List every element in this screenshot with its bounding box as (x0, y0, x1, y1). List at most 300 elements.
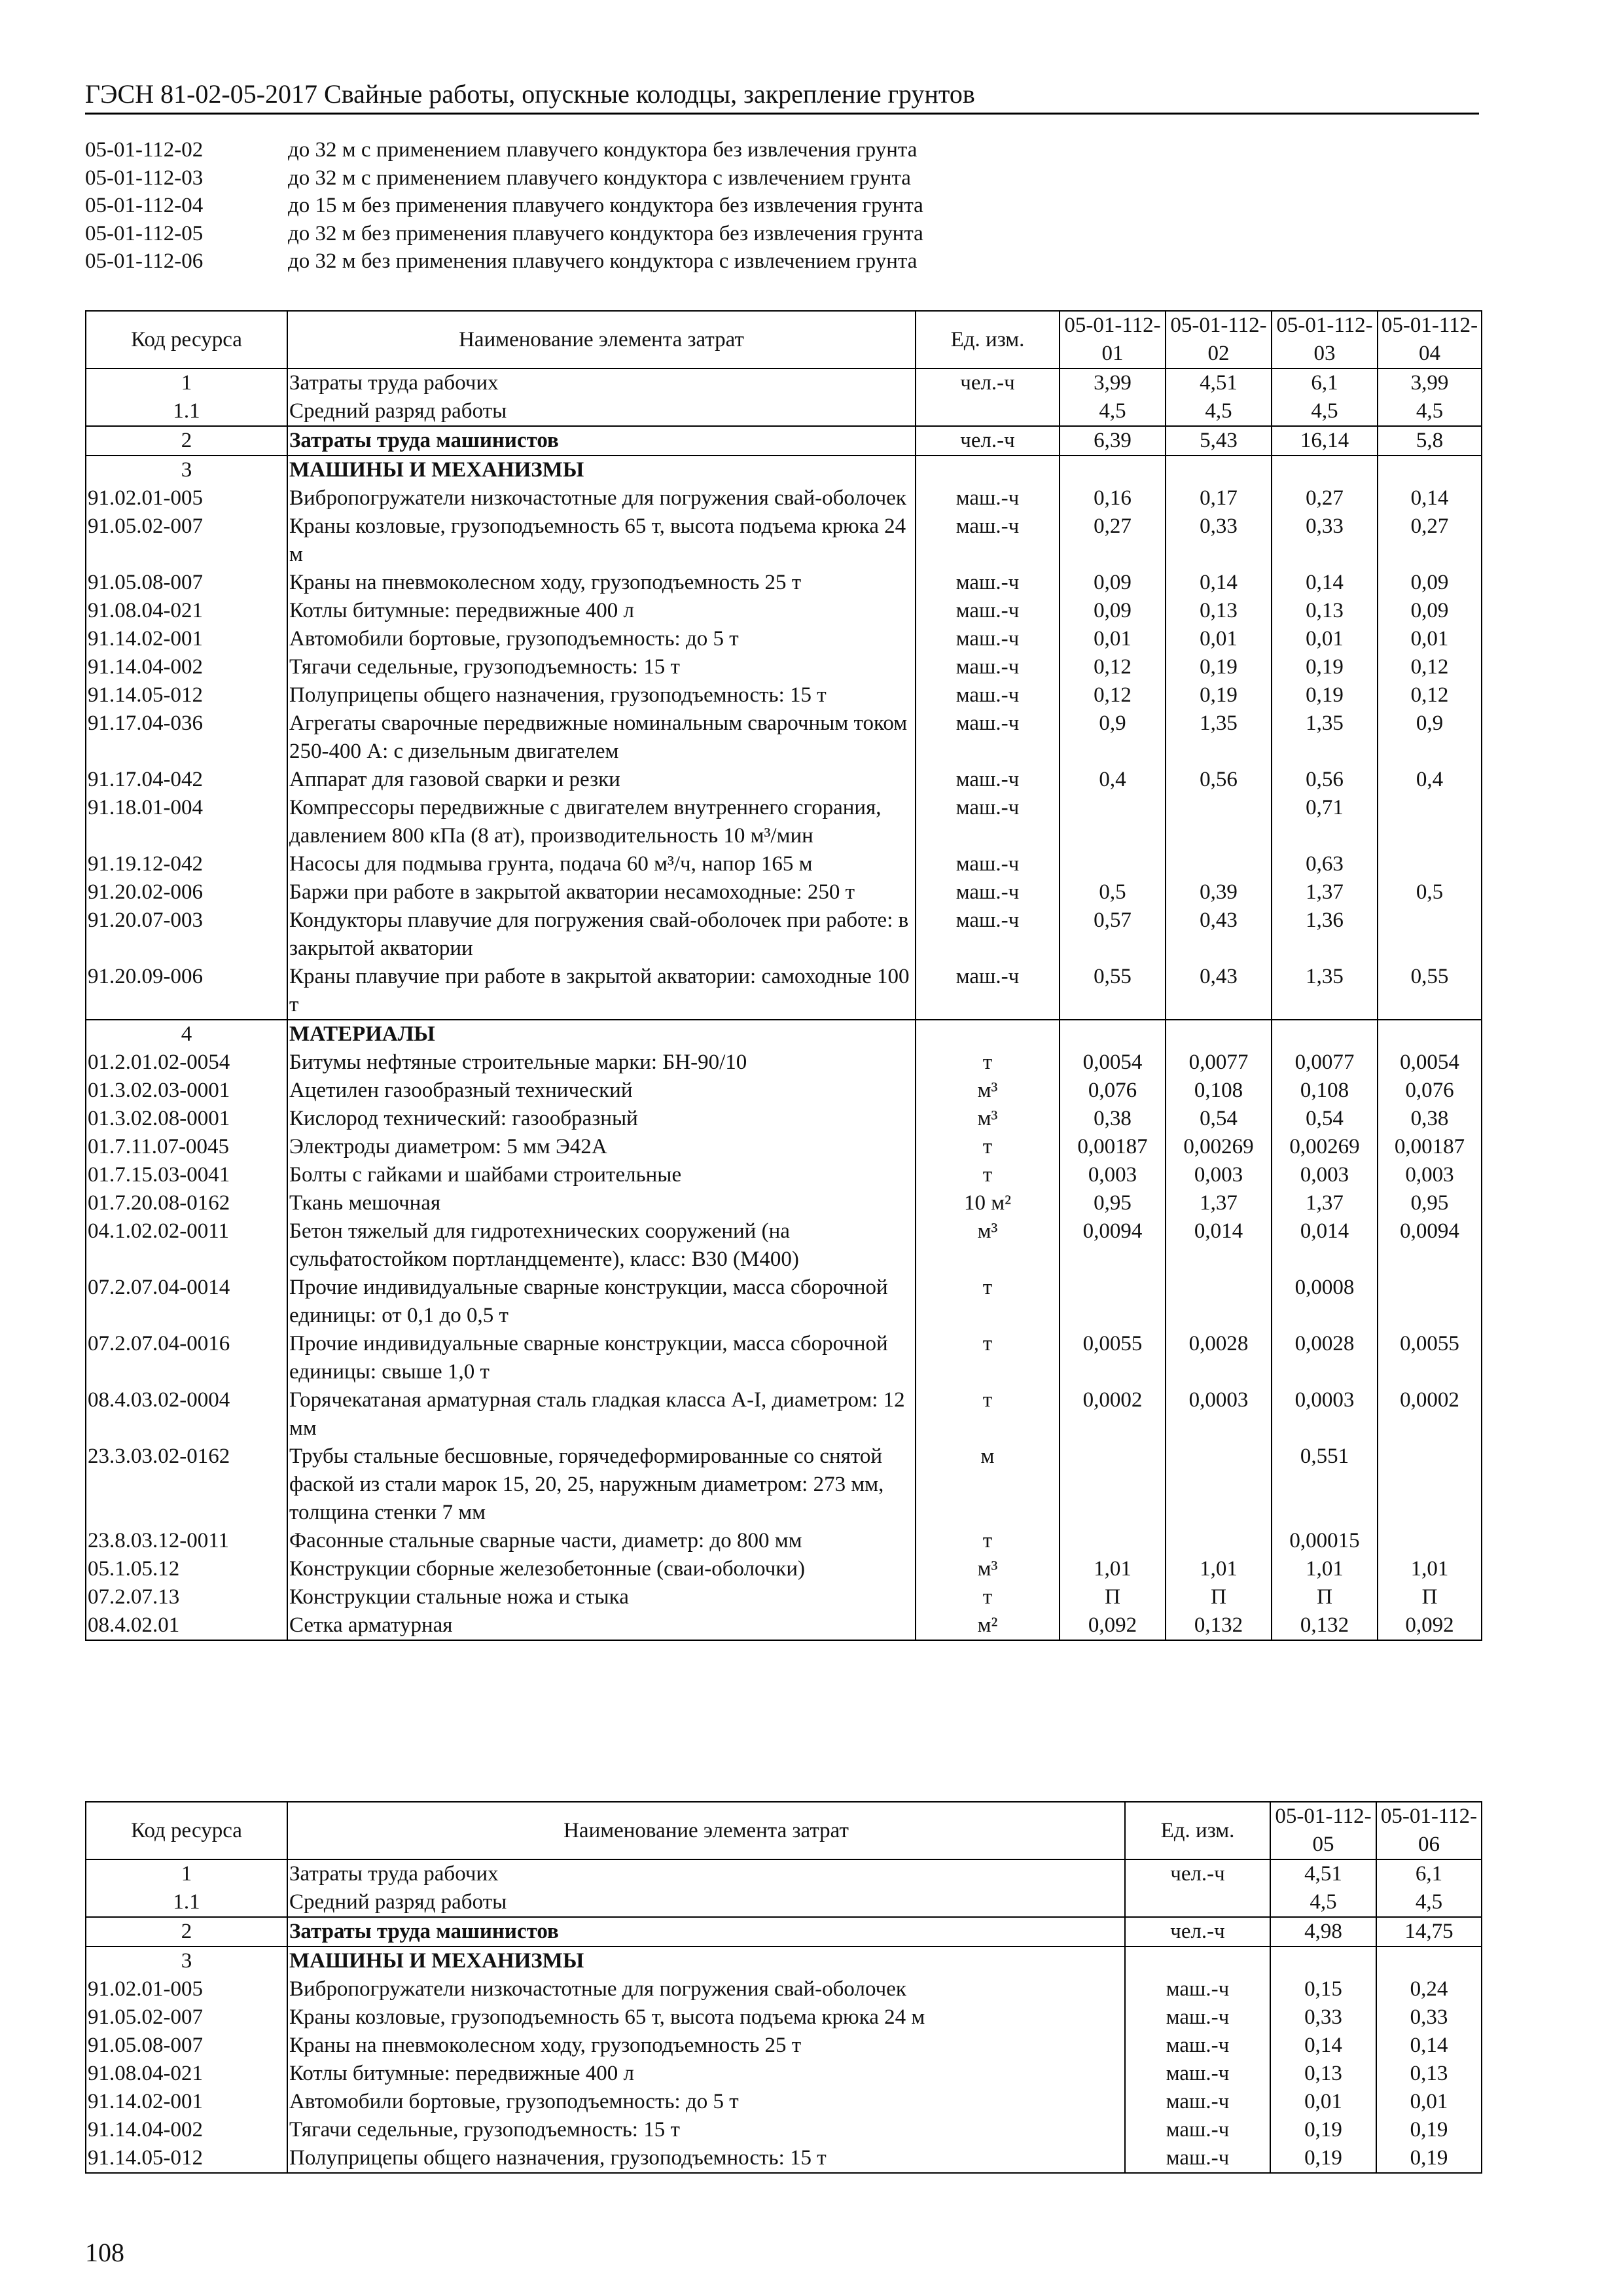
cell-value: 0,132 (1166, 1611, 1272, 1640)
cell-name: Горячекатаная арматурная сталь гладкая класса А-I, диаметром: 12 мм (287, 1386, 916, 1443)
cell-code: 91.14.05-012 (86, 2144, 287, 2173)
cell-value: 0,12 (1378, 653, 1482, 681)
cell-value: 0,5 (1378, 878, 1482, 906)
cell-value: 4,5 (1376, 1888, 1482, 1917)
cell-value: 0,0077 (1272, 1049, 1378, 1077)
cell-value: 0,0094 (1378, 1217, 1482, 1274)
cell-name: Затраты труда рабочих (287, 1859, 1125, 1888)
cell-name: Кислород технический: газообразный (287, 1105, 916, 1133)
cell-code: 1 (86, 1859, 287, 1888)
cell-value: 0,43 (1166, 906, 1272, 963)
header-col-112-02: 05-01-112-02 (1166, 311, 1272, 368)
cell-code: 1.1 (86, 397, 287, 426)
cell-value (1166, 794, 1272, 850)
cell-unit: м (916, 1443, 1060, 1527)
cell-value: 0,0003 (1166, 1386, 1272, 1443)
cell-value: 0,19 (1166, 653, 1272, 681)
cell-code: 1.1 (86, 1888, 287, 1917)
cell-code: 91.05.08-007 (86, 2032, 287, 2060)
cell-code: 91.02.01-005 (86, 484, 287, 512)
cell-code: 01.7.20.08-0162 (86, 1189, 287, 1217)
cell-value (1272, 1020, 1378, 1049)
cell-name: Полуприцепы общего назначения, грузоподъемность: 15 т (287, 2144, 1125, 2173)
cell-value: 6,1 (1376, 1859, 1482, 1888)
header-col-112-06: 05-01-112-06 (1376, 1802, 1482, 1859)
cell-value: 1,37 (1272, 878, 1378, 906)
cell-value: 0,38 (1378, 1105, 1482, 1133)
cell-value: 0,19 (1166, 681, 1272, 709)
table-row (86, 625, 1482, 653)
cell-unit: т (916, 1133, 1060, 1161)
cell-value: 0,19 (1376, 2116, 1482, 2144)
cell-value: 0,27 (1060, 512, 1166, 569)
cell-unit: маш.-ч (916, 906, 1060, 963)
cell-name: Аппарат для газовой сварки и резки (287, 766, 916, 794)
header-resource-code: Код ресурса (86, 1802, 287, 1859)
cell-value (1166, 850, 1272, 878)
code-list-item (85, 136, 1525, 164)
table-row (86, 1161, 1482, 1189)
cell-value: 0,95 (1378, 1189, 1482, 1217)
cell-name: Средний разряд работы (287, 397, 916, 426)
code-list-description: до 15 м без применения плавучего кондуктора без извлечения грунта (288, 194, 923, 217)
cell-name: Краны козловые, грузоподъемность 65 т, высота подъема крюка 24 м (287, 512, 916, 569)
cell-unit: маш.-ч (1125, 2116, 1270, 2144)
cell-name: Конструкции стальные ножа и стыка (287, 1583, 916, 1611)
table-row (86, 1189, 1482, 1217)
cell-value: 1,35 (1272, 963, 1378, 1020)
table-header-row (86, 311, 1482, 368)
table-row (86, 1555, 1482, 1583)
cell-value (1378, 1443, 1482, 1527)
cell-value: 1,37 (1272, 1189, 1378, 1217)
cell-value: 0,01 (1166, 625, 1272, 653)
cell-value: 0,38 (1060, 1105, 1166, 1133)
code-list-description: до 32 м без применения плавучего кондуктора с извлечением грунта (288, 249, 918, 273)
cell-value: 1,37 (1166, 1189, 1272, 1217)
table-row (86, 2032, 1482, 2060)
cell-unit (1125, 1946, 1270, 1975)
cell-value: П (1378, 1583, 1482, 1611)
cell-name: Затраты труда машинистов (287, 1917, 1125, 1946)
cell-value: 0,19 (1270, 2144, 1376, 2173)
cell-code: 91.17.04-042 (86, 766, 287, 794)
cell-unit: маш.-ч (1125, 2060, 1270, 2088)
cell-name: Ацетилен газообразный технический (287, 1077, 916, 1105)
cell-name: Автомобили бортовые, грузоподъемность: до 5 т (287, 2088, 1125, 2116)
cell-name: Тягачи седельные, грузоподъемность: 15 т (287, 653, 916, 681)
cell-code: 1 (86, 368, 287, 397)
cell-value: 0,17 (1166, 484, 1272, 512)
cell-name: Прочие индивидуальные сварные конструкции, масса сборочной единицы: свыше 1,0 т (287, 1330, 916, 1386)
cell-name: Бетон тяжелый для гидротехнических сооружений (на сульфатостойком портландцементе), класс: В30 (М400) (287, 1217, 916, 1274)
table-row (86, 2088, 1482, 2116)
table-row (86, 963, 1482, 1020)
cell-value: 0,09 (1378, 569, 1482, 597)
cell-value: 0,01 (1272, 625, 1378, 653)
cell-code: 91.14.02-001 (86, 625, 287, 653)
cell-value: 0,33 (1270, 2003, 1376, 2032)
cell-value: 0,003 (1272, 1161, 1378, 1189)
cell-value: 0,108 (1272, 1077, 1378, 1105)
cell-value (1378, 1527, 1482, 1555)
cell-name: Вибропогружатели низкочастотные для погружения свай-оболочек (287, 484, 916, 512)
cell-unit: м³ (916, 1077, 1060, 1105)
cell-name: МАШИНЫ И МЕХАНИЗМЫ (287, 456, 916, 484)
cell-code: 91.14.04-002 (86, 2116, 287, 2144)
codes-list (85, 136, 1525, 276)
cell-value: 0,00015 (1272, 1527, 1378, 1555)
cell-value: 0,12 (1378, 681, 1482, 709)
cell-value (1378, 794, 1482, 850)
cell-value: 0,003 (1060, 1161, 1166, 1189)
table-header-row (86, 1802, 1482, 1859)
header-col-112-03: 05-01-112-03 (1272, 311, 1378, 368)
cell-value: 1,35 (1166, 709, 1272, 766)
cell-code: 07.2.07.04-0016 (86, 1330, 287, 1386)
cell-value: 0,0054 (1060, 1049, 1166, 1077)
table-row (86, 397, 1482, 426)
cell-name: Кондукторы плавучие для погружения свай-оболочек при работе: в закрытой акватории (287, 906, 916, 963)
cell-unit: чел.-ч (916, 426, 1060, 456)
cell-value: 3,99 (1060, 368, 1166, 397)
cell-unit: маш.-ч (1125, 2144, 1270, 2173)
cell-value: 0,13 (1272, 597, 1378, 625)
code-list-description: до 32 м с применением плавучего кондуктора с извлечением грунта (288, 166, 911, 190)
header-element-name: Наименование элемента затрат (287, 1802, 1125, 1859)
cell-value (1378, 850, 1482, 878)
cell-name: Котлы битумные: передвижные 400 л (287, 2060, 1125, 2088)
cell-value: 0,00187 (1378, 1133, 1482, 1161)
cell-value: 4,51 (1166, 368, 1272, 397)
cell-unit (916, 1020, 1060, 1049)
cell-value: 0,0094 (1060, 1217, 1166, 1274)
cell-value: 0,00187 (1060, 1133, 1166, 1161)
table-row (86, 1077, 1482, 1105)
resource-table-2 (85, 1801, 1482, 2174)
cell-value: 0,9 (1060, 709, 1166, 766)
cell-unit: маш.-ч (916, 597, 1060, 625)
cell-value: 1,01 (1378, 1555, 1482, 1583)
table-row (86, 1105, 1482, 1133)
cell-name: МАТЕРИАЛЫ (287, 1020, 916, 1049)
cell-value: 0,14 (1270, 2032, 1376, 2060)
cell-name: Ткань мешочная (287, 1189, 916, 1217)
cell-unit: т (916, 1049, 1060, 1077)
header-col-112-04: 05-01-112-04 (1378, 311, 1482, 368)
cell-value (1166, 1020, 1272, 1049)
cell-unit: чел.-ч (1125, 1859, 1270, 1888)
table-row (86, 484, 1482, 512)
cell-name: Фасонные стальные сварные части, диаметр: до 800 мм (287, 1527, 916, 1555)
cell-code: 01.3.02.03-0001 (86, 1077, 287, 1105)
cell-value: 0,0028 (1272, 1330, 1378, 1386)
cell-value: 0,54 (1166, 1105, 1272, 1133)
cell-value: 0,19 (1272, 653, 1378, 681)
cell-value: 0,12 (1060, 681, 1166, 709)
cell-value: 0,01 (1378, 625, 1482, 653)
cell-value: 0,0054 (1378, 1049, 1482, 1077)
cell-value: 0,076 (1060, 1077, 1166, 1105)
cell-value: 0,003 (1378, 1161, 1482, 1189)
code-list-code: 05-01-112-02 (85, 138, 204, 162)
table-row (86, 1583, 1482, 1611)
cell-name: Агрегаты сварочные передвижные номинальным сварочным током 250-400 А: с дизельным двигателем (287, 709, 916, 766)
cell-value: 4,5 (1166, 397, 1272, 426)
cell-name: Затраты труда машинистов (287, 426, 916, 456)
cell-code: 4 (86, 1020, 287, 1049)
code-list-item (85, 220, 1525, 248)
cell-unit: маш.-ч (1125, 2088, 1270, 2116)
table-row (86, 1049, 1482, 1077)
cell-value: 0,0055 (1378, 1330, 1482, 1386)
cell-value (1060, 794, 1166, 850)
cell-name: Прочие индивидуальные сварные конструкции, масса сборочной единицы: от 0,1 до 0,5 т (287, 1274, 916, 1330)
cell-code: 08.4.03.02-0004 (86, 1386, 287, 1443)
cell-name: Битумы нефтяные строительные марки: БН-90/10 (287, 1049, 916, 1077)
cell-value: 0,55 (1378, 963, 1482, 1020)
cell-name: Баржи при работе в закрытой акватории несамоходные: 250 т (287, 878, 916, 906)
cell-code: 91.18.01-004 (86, 794, 287, 850)
cell-unit: маш.-ч (916, 766, 1060, 794)
table-row (86, 1443, 1482, 1527)
cell-value: 0,4 (1060, 766, 1166, 794)
cell-value: 6,39 (1060, 426, 1166, 456)
cell-code: 91.05.08-007 (86, 569, 287, 597)
table-row (86, 709, 1482, 766)
cell-value: 0,14 (1166, 569, 1272, 597)
cell-unit: маш.-ч (916, 878, 1060, 906)
cell-name: Затраты труда рабочих (287, 368, 916, 397)
cell-value: П (1166, 1583, 1272, 1611)
page-number: 108 (85, 2238, 124, 2267)
code-list-code: 05-01-112-03 (85, 166, 204, 190)
cell-code: 01.2.01.02-0054 (86, 1049, 287, 1077)
resource-table-1 (85, 310, 1482, 1641)
cell-value: 0,092 (1060, 1611, 1166, 1640)
cell-value: 0,01 (1376, 2088, 1482, 2116)
cell-unit (1125, 1888, 1270, 1917)
cell-value: 0,5 (1060, 878, 1166, 906)
cell-value: 0,13 (1376, 2060, 1482, 2088)
cell-name: Краны на пневмоколесном ходу, грузоподъемность 25 т (287, 569, 916, 597)
header-unit: Ед. изм. (916, 311, 1060, 368)
cell-value (1272, 456, 1378, 484)
cell-name: Средний разряд работы (287, 1888, 1125, 1917)
table-row (86, 794, 1482, 850)
cell-value: 0,551 (1272, 1443, 1378, 1527)
cell-unit: маш.-ч (916, 794, 1060, 850)
cell-value: 4,5 (1378, 397, 1482, 426)
table-row (86, 1217, 1482, 1274)
cell-value: 0,076 (1378, 1077, 1482, 1105)
cell-value (1376, 1946, 1482, 1975)
table-row (86, 368, 1482, 397)
cell-value: 0,27 (1378, 512, 1482, 569)
cell-code: 01.7.11.07-0045 (86, 1133, 287, 1161)
cell-code: 91.14.02-001 (86, 2088, 287, 2116)
cell-unit: т (916, 1330, 1060, 1386)
cell-unit (916, 397, 1060, 426)
table-row (86, 512, 1482, 569)
cell-unit: маш.-ч (1125, 2032, 1270, 2060)
header-element-name: Наименование элемента затрат (287, 311, 916, 368)
cell-name: Электроды диаметром: 5 мм Э42А (287, 1133, 916, 1161)
cell-unit: маш.-ч (916, 625, 1060, 653)
cell-name: Краны плавучие при работе в закрытой акватории: самоходные 100 т (287, 963, 916, 1020)
table-row (86, 906, 1482, 963)
cell-code: 91.08.04-021 (86, 2060, 287, 2088)
code-list-code: 05-01-112-06 (85, 249, 204, 273)
cell-unit: м³ (916, 1105, 1060, 1133)
cell-unit: маш.-ч (916, 709, 1060, 766)
cell-value (1166, 1527, 1272, 1555)
table-row (86, 1386, 1482, 1443)
cell-value: 0,54 (1272, 1105, 1378, 1133)
cell-code: 91.20.07-003 (86, 906, 287, 963)
cell-code: 91.08.04-021 (86, 597, 287, 625)
cell-value: 5,43 (1166, 426, 1272, 456)
cell-name: Краны на пневмоколесном ходу, грузоподъемность 25 т (287, 2032, 1125, 2060)
cell-value: 0,0028 (1166, 1330, 1272, 1386)
table-row (86, 597, 1482, 625)
cell-value: 4,51 (1270, 1859, 1376, 1888)
code-list-code: 05-01-112-05 (85, 221, 204, 245)
cell-name: Трубы стальные бесшовные, горячедеформированные со снятой фаской из стали марок 15, 20, 25, наружным диаметром: 273 мм, толщина стенки 7 мм (287, 1443, 916, 1527)
cell-value (1060, 1443, 1166, 1527)
table-row (86, 2144, 1482, 2173)
cell-name: Сетка арматурная (287, 1611, 916, 1640)
cell-unit: м² (916, 1611, 1060, 1640)
cell-value: 0,0008 (1272, 1274, 1378, 1330)
cell-value: 0,33 (1376, 2003, 1482, 2032)
cell-name: Краны козловые, грузоподъемность 65 т, высота подъема крюка 24 м (287, 2003, 1125, 2032)
cell-code: 04.1.02.02-0011 (86, 1217, 287, 1274)
cell-name: Конструкции сборные железобетонные (сваи-оболочки) (287, 1555, 916, 1583)
cell-value (1060, 456, 1166, 484)
cell-name: Болты с гайками и шайбами строительные (287, 1161, 916, 1189)
table-row (86, 426, 1482, 456)
cell-value: 0,09 (1060, 569, 1166, 597)
cell-value: 0,00269 (1272, 1133, 1378, 1161)
cell-value: 0,63 (1272, 850, 1378, 878)
code-list-item (85, 247, 1525, 276)
cell-value: 0,16 (1060, 484, 1166, 512)
cell-value: 0,01 (1060, 625, 1166, 653)
cell-value: 0,39 (1166, 878, 1272, 906)
cell-code: 01.3.02.08-0001 (86, 1105, 287, 1133)
cell-unit: маш.-ч (916, 569, 1060, 597)
cell-value: П (1060, 1583, 1166, 1611)
cell-value: 0,00269 (1166, 1133, 1272, 1161)
cell-code: 01.7.15.03-0041 (86, 1161, 287, 1189)
table-row (86, 1133, 1482, 1161)
cell-code: 91.05.02-007 (86, 2003, 287, 2032)
cell-value: 0,0002 (1378, 1386, 1482, 1443)
table-row (86, 681, 1482, 709)
cell-code: 91.20.02-006 (86, 878, 287, 906)
cell-value: П (1272, 1583, 1378, 1611)
table-row (86, 1020, 1482, 1049)
cell-unit: т (916, 1583, 1060, 1611)
cell-value: 0,13 (1166, 597, 1272, 625)
cell-name: Компрессоры передвижные с двигателем внутреннего сгорания, давлением 800 кПа (8 ат), производительность 10 м³/мин (287, 794, 916, 850)
cell-value: 0,4 (1378, 766, 1482, 794)
cell-code: 2 (86, 426, 287, 456)
cell-code: 91.14.05-012 (86, 681, 287, 709)
table-row (86, 1330, 1482, 1386)
cell-code: 23.3.03.02-0162 (86, 1443, 287, 1527)
cell-value: 0,56 (1272, 766, 1378, 794)
table-row (86, 1946, 1482, 1975)
cell-value: 0,092 (1378, 1611, 1482, 1640)
cell-unit: маш.-ч (1125, 2003, 1270, 2032)
cell-value: 0,0003 (1272, 1386, 1378, 1443)
cell-code: 08.4.02.01 (86, 1611, 287, 1640)
cell-value: 0,27 (1272, 484, 1378, 512)
cell-value: 0,95 (1060, 1189, 1166, 1217)
cell-value: 1,01 (1166, 1555, 1272, 1583)
header-col-112-05: 05-01-112-05 (1270, 1802, 1376, 1859)
cell-code: 91.14.04-002 (86, 653, 287, 681)
cell-unit: чел.-ч (916, 368, 1060, 397)
cell-value (1378, 456, 1482, 484)
cell-value: 0,24 (1376, 1975, 1482, 2003)
cell-unit: м³ (916, 1555, 1060, 1583)
cell-value: 0,0055 (1060, 1330, 1166, 1386)
cell-code: 05.1.05.12 (86, 1555, 287, 1583)
cell-value: 0,9 (1378, 709, 1482, 766)
code-list-code: 05-01-112-04 (85, 194, 204, 217)
cell-unit: маш.-ч (1125, 1975, 1270, 2003)
cell-unit: м³ (916, 1217, 1060, 1274)
cell-value: 0,09 (1378, 597, 1482, 625)
cell-code: 91.20.09-006 (86, 963, 287, 1020)
cell-code: 91.02.01-005 (86, 1975, 287, 2003)
cell-value: 0,014 (1272, 1217, 1378, 1274)
header-col-112-01: 05-01-112-01 (1060, 311, 1166, 368)
cell-value: 0,003 (1166, 1161, 1272, 1189)
code-list-description: до 32 м без применения плавучего кондуктора без извлечения грунта (288, 221, 923, 245)
header-resource-code: Код ресурса (86, 311, 287, 368)
cell-unit: маш.-ч (916, 484, 1060, 512)
cell-name: МАШИНЫ И МЕХАНИЗМЫ (287, 1946, 1125, 1975)
cell-value (1060, 1020, 1166, 1049)
table-row (86, 1611, 1482, 1640)
cell-code: 3 (86, 1946, 287, 1975)
cell-code: 91.19.12-042 (86, 850, 287, 878)
cell-value (1060, 850, 1166, 878)
table-row (86, 1274, 1482, 1330)
cell-unit: т (916, 1386, 1060, 1443)
cell-value: 0,09 (1060, 597, 1166, 625)
cell-value: 0,19 (1376, 2144, 1482, 2173)
document-title: ГЭСН 81-02-05-2017 Свайные работы, опускные колодцы, закрепление грунтов (85, 79, 975, 109)
cell-value: 0,13 (1270, 2060, 1376, 2088)
code-list-description: до 32 м с применением плавучего кондуктора без извлечения грунта (288, 138, 918, 162)
cell-value: 0,0002 (1060, 1386, 1166, 1443)
cell-code: 2 (86, 1917, 287, 1946)
cell-value: 14,75 (1376, 1917, 1482, 1946)
cell-value: 16,14 (1272, 426, 1378, 456)
table-row (86, 653, 1482, 681)
cell-value (1060, 1527, 1166, 1555)
cell-unit: чел.-ч (1125, 1917, 1270, 1946)
cell-name: Котлы битумные: передвижные 400 л (287, 597, 916, 625)
table-row (86, 1527, 1482, 1555)
cell-value (1166, 1443, 1272, 1527)
cell-value: 0,56 (1166, 766, 1272, 794)
